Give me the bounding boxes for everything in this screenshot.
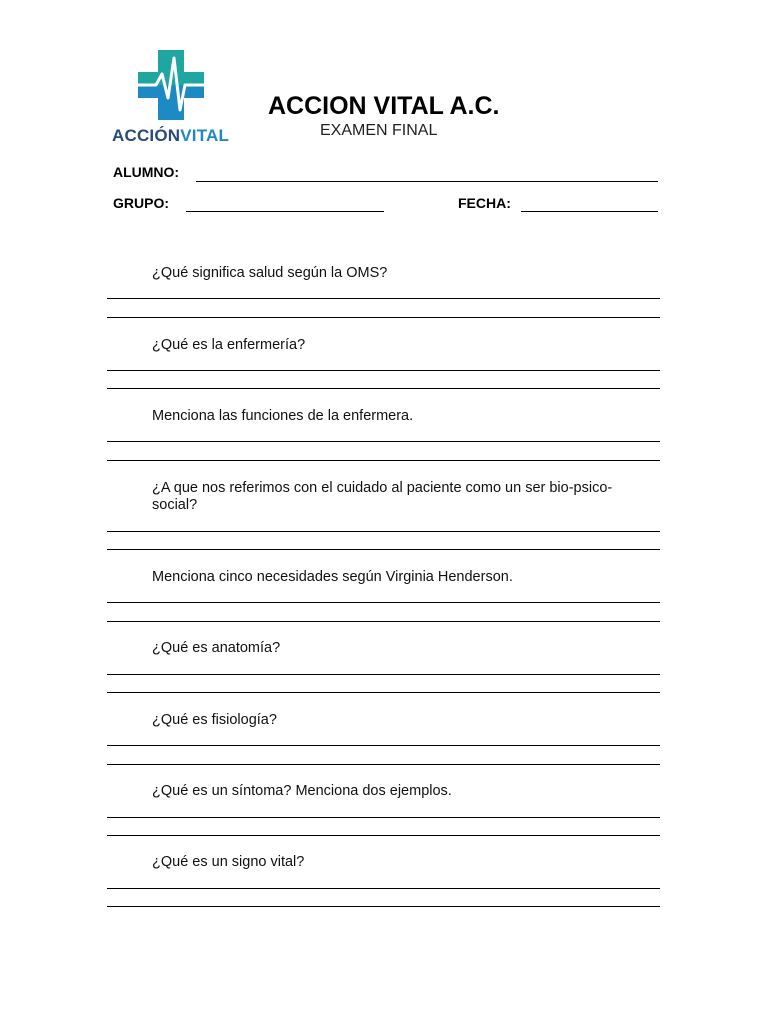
- organization-logo: [110, 50, 240, 146]
- answer-line[interactable]: [107, 817, 660, 818]
- question-7: ¿Qué es fisiología?: [152, 712, 277, 728]
- grupo-line[interactable]: [186, 211, 384, 212]
- answer-line[interactable]: [107, 745, 660, 746]
- answer-line[interactable]: [107, 549, 660, 550]
- answer-line[interactable]: [107, 460, 660, 461]
- grupo-label: GRUPO:: [113, 195, 169, 211]
- answer-line[interactable]: [107, 621, 660, 622]
- answer-line[interactable]: [107, 388, 660, 389]
- question-4: ¿A que nos referimos con el cuidado al paciente como un ser bio-psico-social?: [152, 480, 613, 513]
- question-6: ¿Qué es anatomía?: [152, 640, 281, 656]
- alumno-label: ALUMNO:: [113, 164, 180, 180]
- answer-line[interactable]: [107, 764, 660, 765]
- logo-word-accion: ACCIÓN: [112, 126, 181, 145]
- answer-line[interactable]: [107, 317, 660, 318]
- question-3: Menciona las funciones de la enfermera.: [152, 408, 414, 424]
- answer-line[interactable]: [107, 602, 660, 603]
- medical-cross-heartbeat-icon: [138, 50, 204, 120]
- question-5: Menciona cinco necesidades según Virginia Henderson.: [152, 569, 513, 585]
- logo-wordmark: [112, 126, 229, 146]
- answer-line[interactable]: [107, 888, 660, 889]
- answer-line[interactable]: [107, 692, 660, 693]
- question-9: ¿Qué es un signo vital?: [152, 854, 305, 870]
- answer-line[interactable]: [107, 370, 660, 371]
- answer-line[interactable]: [107, 441, 660, 442]
- answer-line[interactable]: [107, 674, 660, 675]
- answer-line[interactable]: [107, 298, 660, 299]
- fecha-line[interactable]: [521, 211, 658, 212]
- question-8: ¿Qué es un síntoma? Menciona dos ejemplos.: [152, 783, 452, 799]
- alumno-line[interactable]: [196, 181, 658, 182]
- question-1: ¿Qué significa salud según la OMS?: [152, 265, 388, 281]
- answer-line[interactable]: [107, 531, 660, 532]
- document-title: ACCION VITAL A.C.: [268, 92, 500, 120]
- question-2: ¿Qué es la enfermería?: [152, 337, 306, 353]
- fecha-label: FECHA:: [458, 195, 511, 211]
- answer-line[interactable]: [107, 906, 660, 907]
- document-subtitle: EXAMEN FINAL: [320, 122, 438, 139]
- answer-line[interactable]: [107, 835, 660, 836]
- logo-word-vital: VITAL: [180, 126, 230, 145]
